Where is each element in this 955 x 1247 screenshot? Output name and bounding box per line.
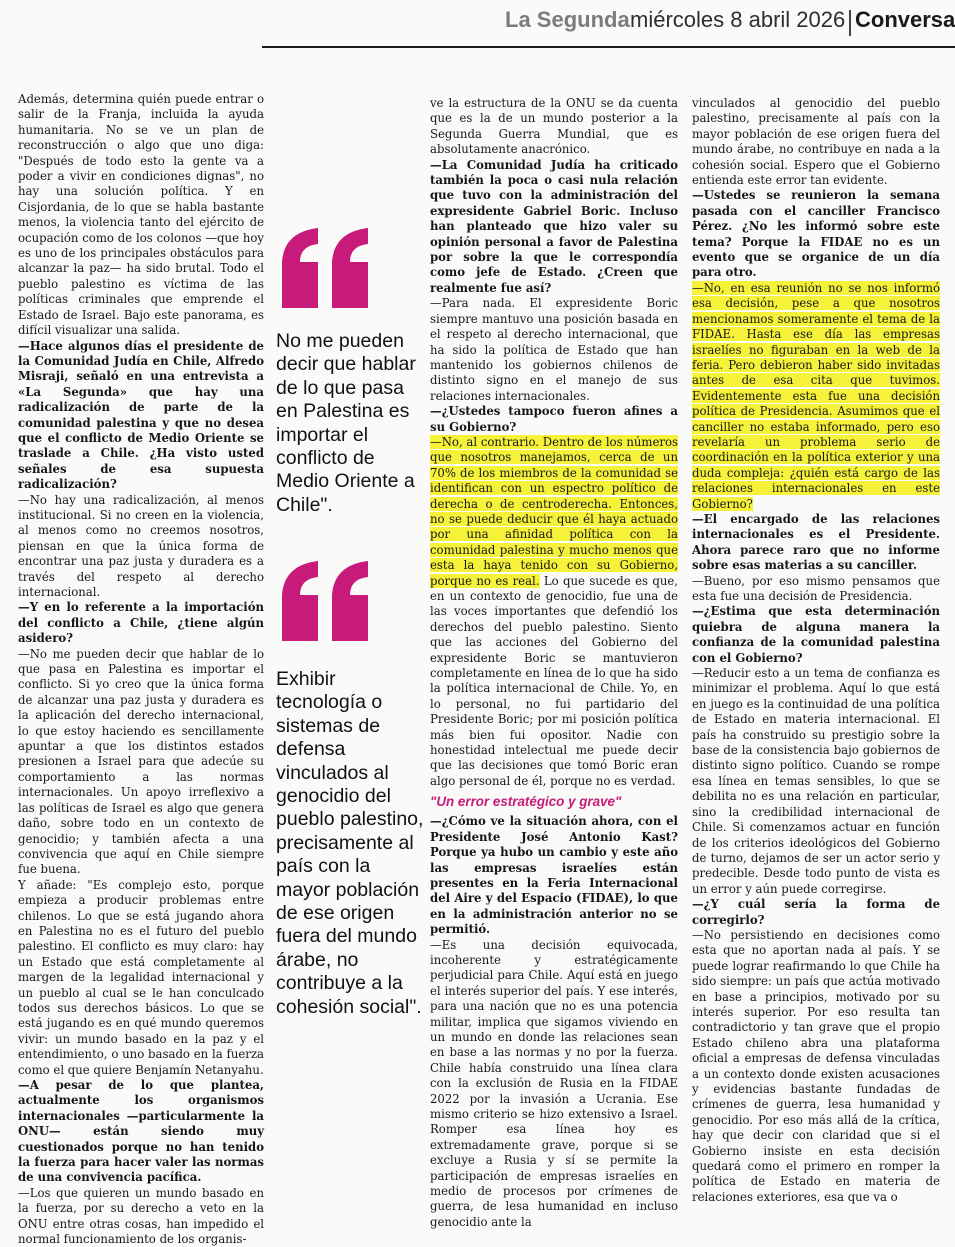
article-column-1: [18, 92, 264, 1247]
pull-quote: No me pueden decir que hablar de lo que pasa en Palestina es importar el conflicto de Medio Oriente a Chile".: [276, 330, 416, 516]
question: —¿Estima que esta determinación quiebra de alguna manera la confianza de la comunidad palestina con el Gobierno?: [692, 604, 940, 665]
question: —Hace algunos días el presidente de la Comunidad Judía en Chile, Alfredo Misraji, señaló en una entrevista a «La Segunda» que hay una radicalización de parte de la comunidad palestina y que no desea que el conflicto de Medio Oriente se traslade a Chile. ¿Ha visto usted señales de esa supuesta radicalización?: [18, 338, 264, 492]
page-header: [0, 0, 955, 48]
question: —¿Ustedes tampoco fueron afines a su Gobierno?: [430, 404, 678, 434]
answer: —Es una decisión equivocada, incoherente y estratégicamente perjudicial para Chile. Aquí está en juego el interés superior del país. Y ese interés, para una nación que no es una potencia militar, implica que sigamos viviendo en un mundo en donde las relaciones sean en base a las normas y no por la fuerza. Chile había construido una línea clara con la exclusión de Rusia en la FIDAE 2022 por la invasión a Ucrania. Ese mismo criterio se hizo extensivo a Israel. Romper esa línea hoy es extremadamente grave, porque si se excluye a Rusia y sí se permite la participación de empresas israelíes en medio de procesos por crímenes de guerra, de lesa humanidad en incluso genocidio ante la: [430, 937, 678, 1229]
answer: —Los que quieren un mundo basado en la fuerza, por su derecho a veto en la ONU entre otras cosas, han impedido el normal funcionamiento de los organis-: [18, 1185, 264, 1247]
answer: [430, 435, 678, 789]
masthead: La Segunda: [505, 7, 630, 32]
highlighted-text: —No, al contrario. Dentro de los números que nosotros manejamos, cerca de un 70% de los miembros de la comunidad se identifican con un espectro político de derecha o de centroderecha. Entonces, no se puede deducir que él haya actuado por una afinidad política con la comunidad palestina y mucho menos que esta la haya tenido con su Gobierno, porque no es real.: [430, 434, 678, 588]
open-quote-icon: [278, 222, 374, 322]
article-column-2: [430, 96, 678, 1230]
answer: [692, 281, 940, 512]
answer: —No hay una radicalización, al menos institucional. Si no creen en la violencia, al menos como no creemos nosotros, piensan en que la única forma de encontrar una paz justa y duradera es a través del respeto al derecho internacional.: [18, 492, 264, 599]
pull-quote: Exhibir tecnología o sistemas de defensa vinculados al genocidio del pueblo palestino, precisamente al país con la mayor población de ese origen fuera del mundo árabe, no contribuye a la cohesión social".: [276, 668, 424, 1018]
paragraph: vinculados al genocidio del pueblo palestino, precisamente al país con la mayor población de ese origen fuera del mundo árabe, no contribuye en nada a la cohesión social. Espero que el Gobierno entienda este error tan evidente.: [692, 96, 940, 188]
question: —Y en lo referente a la importación del conflicto a Chile, ¿tiene algún asidero?: [18, 600, 264, 646]
question: —¿Cómo ve la situación ahora, con el Presidente José Antonio Kast? Porque ya hubo un cambio y este año las empresas israelíes están presentes en la Feria Internacional del Aire y del Espacio (FIDAE), lo que en la administración anterior no se permitió.: [430, 814, 678, 937]
answer: —No me pueden decir que hablar de lo que pasa en Palestina es importar el conflicto. Si yo creo que la única forma de alcanzar una paz justa y duradera es la aplicación del derecho internacional, lo que estoy haciendo es sencillamente apuntar a que los distintos estados presionen a Israel para que adecúe su comportamiento a las normas internacionales. Un apoyo irreflexivo a las políticas de Israel es algo que genera daño, sobre todo en un contexto de genocidio; y también afecta a una convivencia que aquí en Chile siempre fue buena.: [18, 646, 264, 877]
open-quote-icon: [278, 555, 374, 655]
answer-text: Lo que sucede es que, en un contexto de genocidio, fue una de las voces importantes que defendió los derechos del pueblo palestino. Siento que las acciones del Gobierno del expresidente Boric se mantuvieron completamente en línea de lo que ha sido la política internacional de Chile. Yo, en lo personal, no fui partidario del Presidente Boric; por mi posición política más bien fui opositor. Nadie con honestidad intelectual me puede decir que las decisiones que tomó Boric eran algo personal de él, porque no es verdad.: [430, 573, 678, 788]
question: —Ustedes se reunieron la semana pasada con el canciller Francisco Pérez. ¿No les informó sobre este tema? Porque la FIDAE no es un evento que se organice de un día para otro.: [692, 188, 940, 280]
answer: —Reducir esto a un tema de confianza es minimizar el problema. Aquí lo que está en juego es la continuidad de una política de Estado en materia internacional. El país ha construido su prestigio sobre la base de la consistencia bajo gobiernos de distinto signo político. Cuando se rompe esa línea en temas sensibles, lo que se debilita no es una relación en particular, sino la credibilidad internacional de Chile. Si comenzamos actuar en función de los criterios ideológicos del Gobierno de turno, dejamos de ser un actor serio y predecible. Desde todo punto de vista es un error y aún puede corregirse.: [692, 666, 940, 896]
section-divider: [849, 10, 851, 36]
section-subhead: "Un error estratégico y grave": [430, 794, 622, 810]
question: —A pesar de lo que plantea, actualmente los organismos internacionales —particularmente la ONU— están siendo muy cuestionados porque no han tenido la fuerza para hacer valer las normas de una convivencia pacífica.: [18, 1078, 264, 1185]
question: —La Comunidad Judía ha criticado también la poca o casi nula relación que tuvo con la administración del expresidente Gabriel Boric. Incluso han planteado que hizo valer su opinión personal a favor de Palestina por sobre la que le correspondía como jefe de Estado. ¿Creen que realmente fue así?: [430, 157, 678, 295]
section-title: Conversa: [855, 7, 955, 32]
answer: —Bueno, por eso mismo pensamos que esta fue una decisión de Presidencia.: [692, 573, 940, 603]
question: —¿Y cuál sería la forma de corregirlo?: [692, 897, 940, 927]
paragraph: ve la estructura de la ONU se da cuenta que es la de un mundo posterior a la Segunda Guerra Mundial, que es absolutamente anacrónico.: [430, 96, 678, 157]
question: —El encargado de las relaciones internacionales es el Presidente. Ahora parece raro que no informe sobre esas materias a su canciller.: [692, 511, 940, 573]
highlighted-text: —No, en esa reunión no se nos informó esa decisión, pese a que nosotros mencionamos someramente el tema de la FIDAE. Hasta ese día las empresas israelíes no figuraban en la web de la feria. Pero debieron haber sido invitadas antes de esa cita que tuvimos. Evidentemente esta fue una decisión política de Presidencia. Asumimos que el canciller no estaba informado, pero eso revelaría un problema serio de coordinación en la política exterior y una duda compleja: ¿quién está cargo de las relaciones internacionales en este Gobierno?: [692, 280, 940, 511]
article-column-3: [692, 96, 940, 1205]
paragraph: Y añade: "Es complejo esto, porque empieza a producir problemas entre chilenos. Lo que se está jugando ahora en Palestina no es el futuro del pueblo palestino. El conflicto es muy claro: hay un Estado que está completamente al margen de la legalidad internacional y un pueblo al cual se le han conculcado todos sus derechos básicos. Lo que se está jugando es en qué mundo queremos vivir: un mundo basado en la paz y el entendimiento, o uno basado en la fuerza como el que quiere Benjamín Netanyahu.: [18, 877, 264, 1077]
answer: —Para nada. El expresidente Boric siempre mantuvo una posición basada en el respeto al derecho internacional, que ha sido la política de Estado que han mantenido los gobiernos chilenos de distinto signo en el manejo de sus relaciones internacionales.: [430, 296, 678, 403]
issue-date: miércoles 8 abril 2026: [630, 7, 846, 32]
paragraph: Además, determina quién puede entrar o salir de la Franja, incluida la ayuda humanitaria. No se ve un plan de reconstrucción o algo que uno diga: "Después de todo esto la gente va a poder a vivir en condiciones dignas", no hay una solución política. Y en Cisjordania, de lo que se habla bastante menos, la violencia tanto del ejército de ocupación como de los colonos —que hoy es uno de los principales obstáculos para alcanzar la paz— ha sido brutal. Todo el pueblo palestino es víctima de las políticas criminales que emprende el Estado de Israel. Bajo este panorama, es difícil visualizar una salida.: [18, 92, 264, 338]
header-rule: [262, 46, 955, 48]
answer: —No persistiendo en decisiones como esta que no aportan nada al país. Y se puede lograr reafirmando lo que Chile ha sido siempre: un país que actúa motivado en base a principios, motivado por su interés superior. Por eso resulta tan contradictorio y tan grave que el propio Estado chileno abra una plataforma oficial a empresas de defensa vinculadas a un contexto donde existen acusaciones y evidencias bastante fundadas de crímenes de guerra, lesa humanidad y genocidio. Por eso más allá de la crítica, hay que decir con claridad que si el Gobierno insiste en esta decisión quedará como el primero en romper la política de Estado en materia de relaciones exteriores, esa que va o: [692, 927, 940, 1204]
